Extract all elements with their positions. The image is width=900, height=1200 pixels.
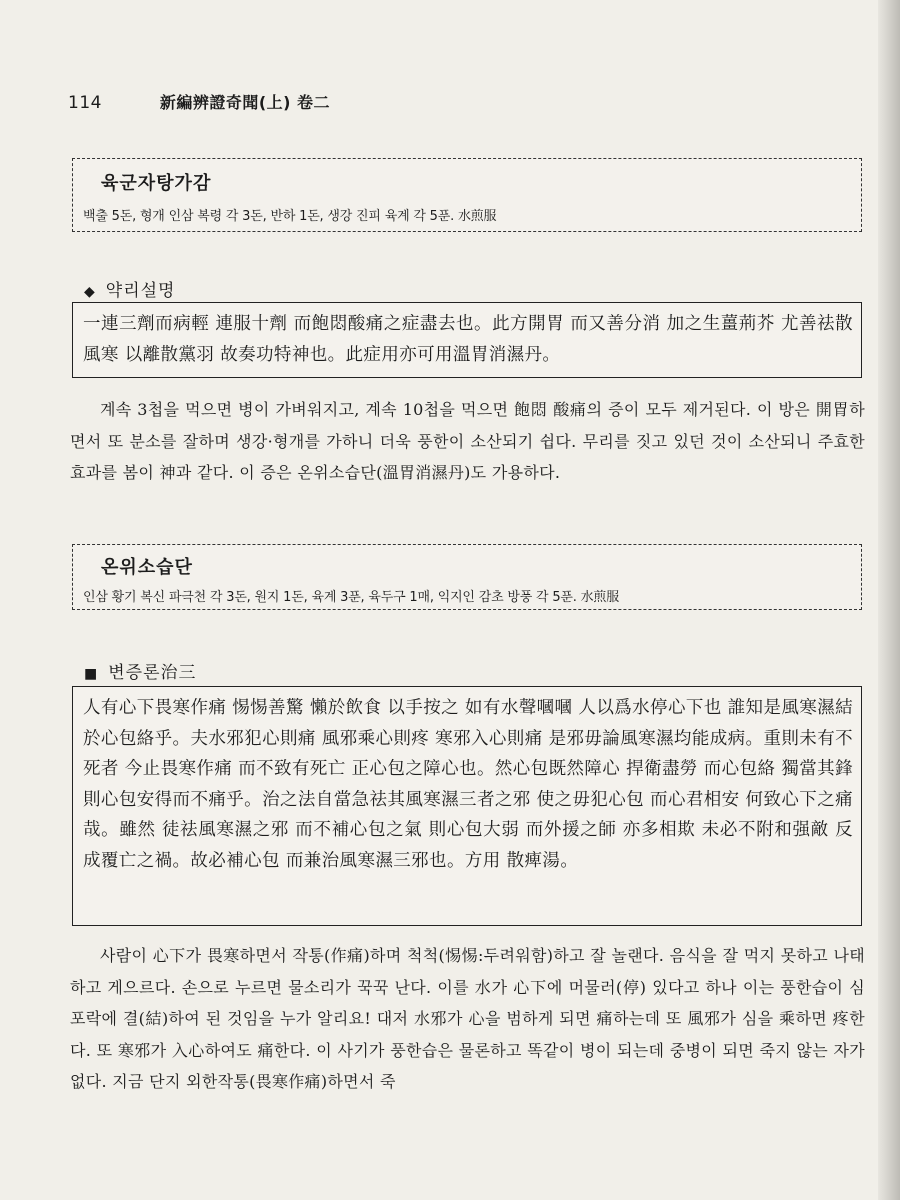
recipe-box-2	[72, 544, 862, 610]
hanmun-box-1	[72, 302, 862, 378]
section-heading-1	[84, 276, 175, 301]
hanmun-text-2: 人有心下畏寒作痛 惕惕善驚 懶於飲食 以手按之 如有水聲嘓嘓 人以爲水停心下也 誰知是風寒濕結於心包絡乎。夫水邪犯心則痛 風邪乘心則疼 寒邪入心則痛 是邪毋論風寒濕均能成病。重則未有不死者 今止畏寒作痛 而不致有死亡 正心包之障心也。然心包既然障心 捍衛盡勞 而心包絡 獨當其鋒 則心包安得而不痛乎。治之法自當急祛其風寒濕三者之邪 使之毋犯心包 而心君相安 何致心下之痛哉。雖然 徒祛風寒濕之邪 而不補心包之氣 則心包大弱 而外援之師 亦多相欺 未必不附和强敵 反成覆亡之禍。故必補心包 而兼治風寒濕三邪也。方用 散痺湯。	[83, 698, 853, 871]
running-header	[68, 90, 330, 113]
translation-2	[70, 940, 865, 1098]
recipe-ingredients-2: 인삼 황기 복신 파극천 각 3돈, 원지 1돈, 육계 3푼, 육두구 1매, 익지인 감초 방풍 각 5푼. 水煎服	[83, 590, 620, 605]
hanmun-box-2	[72, 686, 862, 926]
translation-2-text: 사람이 心下가 畏寒하면서 작통(作痛)하며 척척(惕惕:두려워함)하고 잘 놀랜다. 음식을 잘 먹지 못하고 나태하고 게으르다. 손으로 누르면 물소리가 꾹꾹 난다. 이를 水가 心下에 머물러(停) 있다고 하나 이는 풍한습이 심포락에 결(結)하여 된 것임을 누가 알리요! 대저 水邪가 心을 범하게 되면 痛하는데 또 風邪가 심을 乘하면 疼한다. 또 寒邪가 入心하여도 痛한다. 이 사기가 풍한습은 물론하고 똑같이 병이 되는데 중병이 되면 죽지 않는 자가 없다. 지금 단지 외한작통(畏寒作痛)하면서 죽	[70, 946, 865, 1091]
recipe-title-2: 온위소습단	[101, 557, 193, 578]
recipe-ingredients-1: 백출 5돈, 형개 인삼 복령 각 3돈, 반하 1돈, 생강 진피 육계 각 5푼. 水煎服	[83, 209, 497, 224]
recipe-title-1: 육군자탕가감	[101, 173, 212, 194]
hanmun-text-1: 一連三劑而病輕 連服十劑 而飽悶酸痛之症盡去也。此方開胃 而又善分消 加之生薑荊芥 尤善祛散風寒 以離散黨羽 故奏功特神也。此症用亦可用溫胃消濕丹。	[83, 314, 853, 365]
section-heading-2-text: 변증론治三	[108, 663, 197, 683]
page-number: 114	[68, 93, 102, 113]
translation-1-text: 계속 3첩을 먹으면 병이 가벼워지고, 계속 10첩을 먹으면 飽悶 酸痛의 증이 모두 제거된다. 이 방은 開胃하면서 또 분소를 잘하며 생강·형개를 가하니 더욱 풍한이 소산되기 쉽다. 무리를 짓고 있던 것이 소산되니 주효한 효과를 봄이 神과 같다. 이 증은 온위소습단(溫胃消濕丹)도 가용하다.	[70, 400, 865, 482]
translation-1	[70, 394, 865, 489]
page-edge-shadow	[878, 0, 900, 1200]
square-bullet-icon: ■	[84, 666, 99, 682]
section-heading-2	[84, 658, 197, 683]
recipe-box-1	[72, 158, 862, 232]
diamond-bullet-icon: ◆	[84, 284, 96, 300]
book-title: 新編辨證奇聞(上) 卷二	[159, 93, 331, 112]
section-heading-1-text: 약리설명	[105, 281, 176, 301]
